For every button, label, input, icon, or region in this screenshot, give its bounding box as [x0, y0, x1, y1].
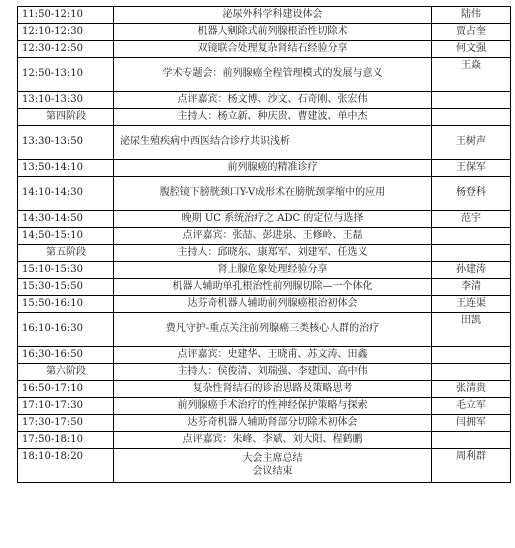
topic-cell: 前列腺癌的精准诊疗 — [114, 160, 432, 177]
table-row — [18, 432, 511, 449]
speaker-cell: 王保军 — [432, 160, 511, 177]
time-cell: 18:10-18:20 — [18, 449, 114, 483]
time-cell: 16:50-17:10 — [18, 381, 114, 398]
speaker-cell: 贾占奎 — [432, 24, 511, 41]
speaker-cell — [432, 432, 511, 449]
topic-cell: 机器人辅助单孔根治性前列腺切除—一个体化 — [114, 279, 432, 296]
time-cell: 14:50-15:10 — [18, 228, 114, 245]
table-row — [18, 313, 511, 347]
table-row — [18, 24, 511, 41]
time-cell: 12:30-12:50 — [18, 41, 114, 58]
table-row — [18, 449, 511, 483]
stage-label: 第四阶段 — [18, 109, 114, 126]
topic-line-2: 会议结束 — [252, 465, 293, 477]
speaker-cell: 王树声 — [432, 126, 511, 160]
speaker-cell: 田凯 — [432, 313, 511, 347]
time-cell: 17:30-17:50 — [18, 415, 114, 432]
table-row — [18, 211, 511, 228]
topic-cell: 点评嘉宾：张喆、彭进泉、王修岭、王磊 — [114, 228, 432, 245]
table-row — [18, 398, 511, 415]
speaker-cell — [432, 347, 511, 364]
stage-label: 第六阶段 — [18, 364, 114, 381]
time-cell: 15:10-15:30 — [18, 262, 114, 279]
stage-row — [18, 245, 511, 262]
speaker-cell — [432, 228, 511, 245]
topic-cell: 点评嘉宾：史建华、王晓甫、苏文涛、田鑫 — [114, 347, 432, 364]
topic-cell: 泌尿外科学科建设体会 — [114, 7, 432, 24]
table-row — [18, 262, 511, 279]
topic-line: 大会主席总结 — [242, 453, 303, 464]
speaker-cell: 范宇 — [432, 211, 511, 228]
agenda-table — [17, 6, 511, 483]
topic-cell: 机器人剜除式前列腺根治性切除术 — [114, 24, 432, 41]
stage-label: 第五阶段 — [18, 245, 114, 262]
time-cell: 17:10-17:30 — [18, 398, 114, 415]
speaker-cell: 孙建涛 — [432, 262, 511, 279]
speaker-cell: 王焱 — [432, 58, 511, 92]
speaker-cell: 张清贵 — [432, 381, 511, 398]
time-cell: 15:30-15:50 — [18, 279, 114, 296]
table-row — [18, 92, 511, 109]
time-cell: 16:30-16:50 — [18, 347, 114, 364]
time-cell: 16:10-16:30 — [18, 313, 114, 347]
time-cell: 13:10-13:30 — [18, 92, 114, 109]
speaker-cell: 陆伟 — [432, 7, 511, 24]
topic-cell: 晚期 UC 系统治疗之 ADC 的定位与选择 — [114, 211, 432, 228]
topic-cell: 点评嘉宾：杨文博、沙文、石奇刚、张宏伟 — [114, 92, 432, 109]
topic-cell: 学术专题会：前列腺癌全程管理模式的发展与意义 — [114, 58, 432, 92]
topic-cell: 达芬奇机器人辅助肾部分切除术初体会 — [114, 415, 432, 432]
table-row — [18, 58, 511, 92]
topic-cell: 肾上腺危象处理经验分享 — [114, 262, 432, 279]
topic-cell: 前列腺癌手术治疗的性神经保护策略与探索 — [114, 398, 432, 415]
table-row — [18, 160, 511, 177]
topic-cell: 点评嘉宾：朱峰、李斌、刘大阳、程鹤鹏 — [114, 432, 432, 449]
time-cell: 13:50-14:10 — [18, 160, 114, 177]
table-row — [18, 228, 511, 245]
speaker-cell: 何文强 — [432, 41, 511, 58]
time-cell: 17:50-18:10 — [18, 432, 114, 449]
table-row — [18, 381, 511, 398]
speaker-cell: 周利群 — [432, 449, 511, 483]
topic-cell: 腹腔镜下膀胱颈口Y-V成形术在膀胱颈挛缩中的应用 — [114, 177, 432, 211]
topic-cell: 主持人：邱晓东、康郑军、刘建军、任选义 — [114, 245, 432, 262]
stage-row — [18, 364, 511, 381]
table-row — [18, 177, 511, 211]
topic-cell — [114, 449, 432, 483]
topic-cell: 主持人：杨立新、种庆贵、曹建波、单中杰 — [114, 109, 432, 126]
topic-cell: 主持人：侯俊清、刘瑞强、李建国、高中伟 — [114, 364, 432, 381]
speaker-cell — [432, 245, 511, 262]
topic-cell: 泌尿生殖疾病中西医结合诊疗共识浅析 — [114, 126, 432, 160]
table-row — [18, 415, 511, 432]
speaker-cell — [432, 109, 511, 126]
topic-cell: 达芬奇机器人辅助前列腺癌根治初体会 — [114, 296, 432, 313]
speaker-cell — [432, 364, 511, 381]
speaker-cell — [432, 92, 511, 109]
table-row — [18, 347, 511, 364]
time-cell: 12:10-12:30 — [18, 24, 114, 41]
time-cell: 12:50-13:10 — [18, 58, 114, 92]
topic-cell: 费凡守护-重点关注前列腺癌三类核心人群的治疗 — [114, 313, 432, 347]
time-cell: 14:10-14:30 — [18, 177, 114, 211]
topic-cell: 复杂性肾结石的诊治思路及策略思考 — [114, 381, 432, 398]
time-cell: 13:30-13:50 — [18, 126, 114, 160]
topic-cell: 双镜联合处理复杂肾结石经验分享 — [114, 41, 432, 58]
table-row — [18, 296, 511, 313]
speaker-cell: 李清 — [432, 279, 511, 296]
stage-row — [18, 109, 511, 126]
time-cell: 11:50-12:10 — [18, 7, 114, 24]
table-row — [18, 279, 511, 296]
table-row — [18, 41, 511, 58]
time-cell: 15:50-16:10 — [18, 296, 114, 313]
speaker-cell: 毛立军 — [432, 398, 511, 415]
table-row — [18, 126, 511, 160]
speaker-cell: 杨登科 — [432, 177, 511, 211]
time-cell: 14:30-14:50 — [18, 211, 114, 228]
speaker-cell: 闫拥军 — [432, 415, 511, 432]
table-row — [18, 7, 511, 24]
speaker-cell: 王连渠 — [432, 296, 511, 313]
